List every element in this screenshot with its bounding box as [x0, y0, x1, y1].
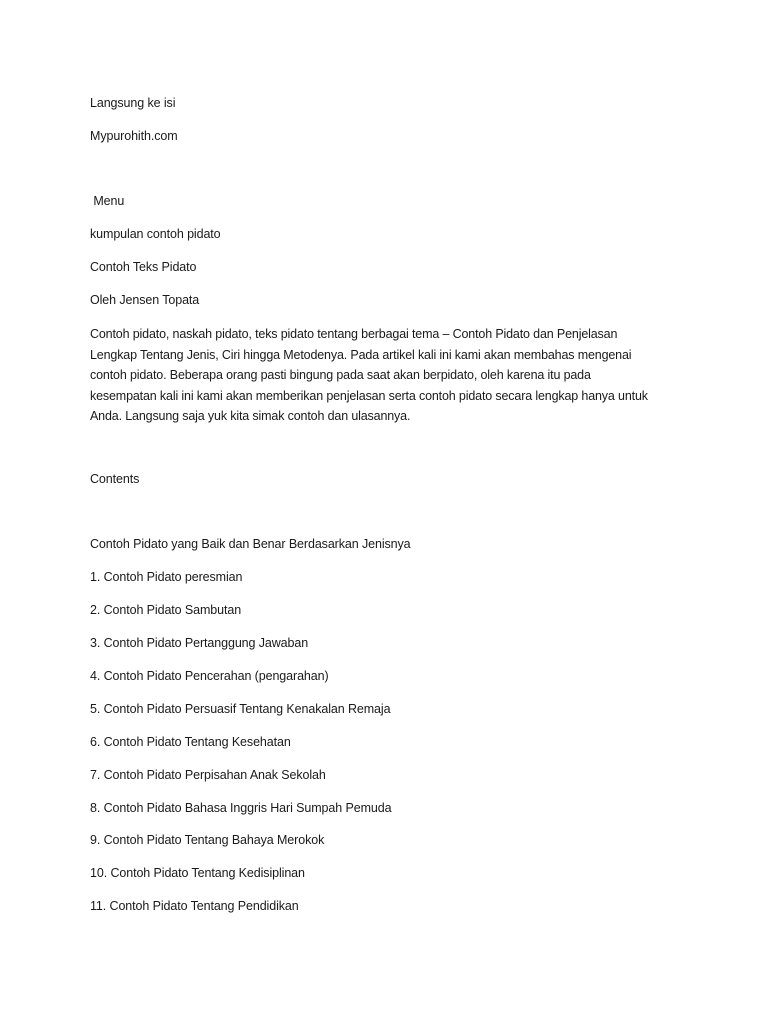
menu-label[interactable]: Menu [90, 194, 125, 208]
toc-heading: Contents [90, 472, 140, 486]
toc-section-title[interactable]: Contoh Pidato yang Baik dan Benar Berdasarkan Jenisnya [90, 537, 411, 551]
article-author: Oleh Jensen Topata [90, 293, 200, 307]
site-name[interactable]: Mypurohith.com [90, 129, 178, 143]
toc-item[interactable]: 1. Contoh Pidato peresmian [90, 570, 243, 584]
toc-item[interactable]: 4. Contoh Pidato Pencerahan (pengarahan) [90, 669, 329, 683]
toc-item[interactable]: 7. Contoh Pidato Perpisahan Anak Sekolah [90, 768, 326, 782]
toc-item[interactable]: 2. Contoh Pidato Sambutan [90, 603, 242, 617]
toc-item[interactable]: 3. Contoh Pidato Pertanggung Jawaban [90, 636, 309, 650]
intro-line: Lengkap Tentang Jenis, Ciri hingga Metodenya. Pada artikel kali ini kami akan membahas mengenai [90, 347, 632, 362]
toc-item[interactable]: 9. Contoh Pidato Tentang Bahaya Merokok [90, 833, 325, 847]
intro-line: Contoh pidato, naskah pidato, teks pidato tentang berbagai tema – Contoh Pidato dan Penjelasan [90, 327, 618, 341]
toc-item[interactable]: 6. Contoh Pidato Tentang Kesehatan [90, 735, 291, 749]
toc-item[interactable]: 11. Contoh Pidato Tentang Pendidikan [90, 899, 299, 913]
skip-to-content-link[interactable]: Langsung ke isi [90, 96, 176, 110]
category-label[interactable]: kumpulan contoh pidato [90, 227, 221, 241]
article-title: Contoh Teks Pidato [90, 260, 197, 274]
intro-line: kesempatan kali ini kami akan memberikan penjelasan serta contoh pidato secara lengkap hanya untuk [90, 388, 648, 403]
toc-item[interactable]: 10. Contoh Pidato Tentang Kedisiplinan [90, 866, 305, 880]
article-intro [90, 324, 690, 427]
toc-item[interactable]: 5. Contoh Pidato Persuasif Tentang Kenakalan Remaja [90, 702, 391, 716]
intro-line: contoh pidato. Beberapa orang pasti bingung pada saat akan berpidato, oleh karena itu pada [90, 368, 591, 383]
toc-item[interactable]: 8. Contoh Pidato Bahasa Inggris Hari Sumpah Pemuda [90, 801, 392, 815]
intro-line: Anda. Langsung saja yuk kita simak contoh dan ulasannya. [90, 409, 411, 424]
